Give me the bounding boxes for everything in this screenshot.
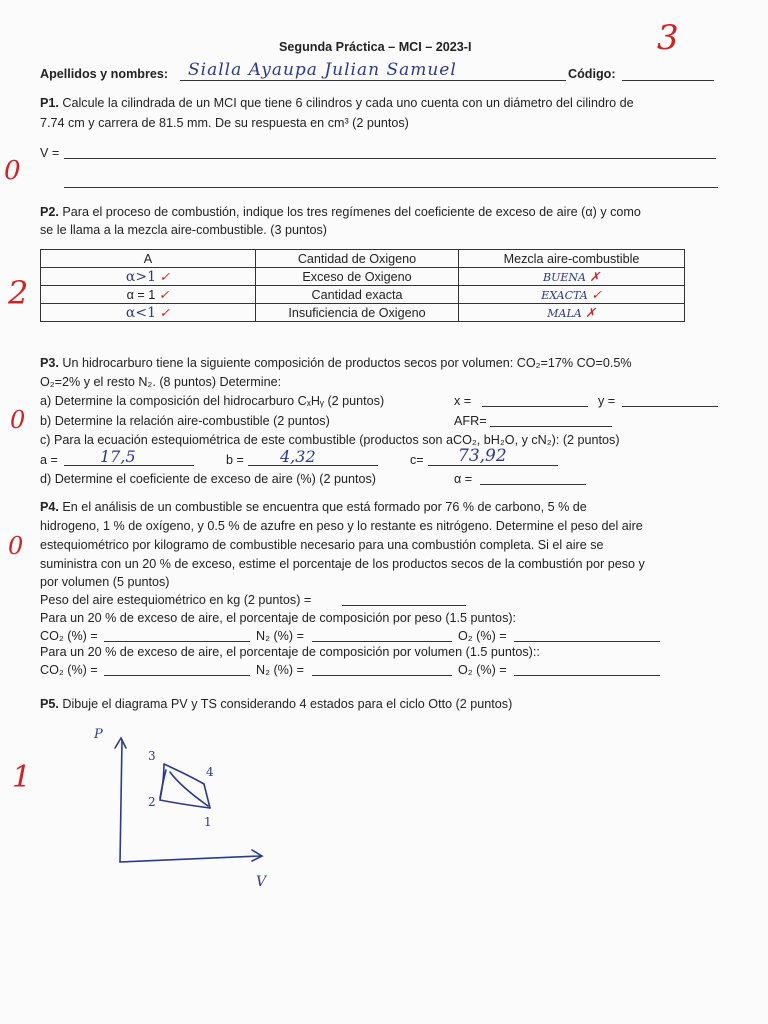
p3-c: c) Para la ecuación estequiométrica de este combustible (productos son aCO₂, bH₂O, y cN₂): (2 puntos) (40, 433, 620, 447)
table-cell: BUENA ✗ (459, 268, 685, 286)
axis-p-label: P (94, 727, 103, 742)
p1-line2: 7.74 cm y carrera de 81.5 mm. De su respuesta en cm³ (2 puntos) (40, 116, 409, 130)
p4-peso-line (342, 605, 466, 606)
p3-score: 0 (10, 406, 26, 434)
p3-line1: P3. Un hidrocarburo tiene la siguiente composición de productos secos por volumen: CO₂=17% CO=0.5% (40, 356, 632, 370)
p3-alpha-label: α = (454, 472, 473, 486)
table-header: Cantidad de Oxigeno (256, 250, 459, 268)
p1-line1: P1. Calcule la cilindrada de un MCI que tiene 6 cilindros y cada uno cuenta con un diámetro del cilindro de (40, 96, 634, 110)
p4-n2-weight-line (312, 641, 452, 642)
page-title: Segunda Práctica – MCI – 2023-I (279, 40, 472, 54)
p1-v-label: V = (40, 146, 60, 160)
p3-afr-line (490, 426, 612, 427)
p3-c-label: c= (410, 453, 424, 467)
grade-mark: 3 (657, 18, 679, 58)
p3-alpha-line (480, 484, 586, 485)
cycle-inner-4-1 (170, 772, 208, 806)
p3-x-line (482, 406, 588, 407)
p4-peso: Peso del aire estequiométrico en kg (2 puntos) = (40, 593, 312, 607)
table-header: A (41, 250, 256, 268)
axis-v-label: V (256, 874, 267, 890)
state-2-label: 2 (148, 795, 156, 809)
p4-score: 0 (8, 532, 24, 560)
p2-score: 2 (8, 274, 29, 312)
p3-afr-label: AFR= (454, 414, 487, 428)
p4-o2-vol-line (514, 675, 660, 676)
cycle-line-3-4 (164, 764, 204, 784)
p4-line1: P4. En el análisis de un combustible se encuentra que está formado por 76 % de carbono, 5 % de (40, 500, 587, 514)
p3-d: d) Determine el coeficiente de exceso de aire (%) (2 puntos) (40, 472, 376, 486)
p3-b: b) Determine la relación aire-combustible (2 puntos) (40, 414, 330, 428)
p4-line4: suministra con un 20 % de exceso, estime el porcentaje de los productos secos de la combustión por peso y (40, 557, 645, 571)
p2-table (40, 249, 685, 322)
p4-o2-weight-line (514, 641, 660, 642)
p4-peso-pct: Para un 20 % de exceso de aire, el porcentaje de composición por peso (1.5 puntos): (40, 611, 517, 625)
p3-a-label: a = (40, 453, 58, 467)
table-row (41, 268, 685, 286)
state-1-label: 1 (204, 815, 212, 829)
table-cell: α>1 ✓ (41, 268, 256, 286)
p3-b-label: b = (226, 453, 244, 467)
p4-o2-weight-label: O₂ (%) = (458, 629, 507, 643)
p4-o2-vol-label: O₂ (%) = (458, 663, 507, 677)
p-axis (120, 740, 122, 862)
p3-x-label: x = (454, 394, 472, 408)
code-line (622, 80, 714, 81)
table-cell: EXACTA ✓ (459, 286, 685, 304)
p3-a-value: 17,5 (100, 447, 136, 466)
p4-line3: estequiométrico por kilogramo de combustible necesario para una combustión completa. Si el aire se (40, 538, 604, 552)
state-4-label: 4 (206, 765, 214, 779)
table-header: Mezcla aire-combustible (459, 250, 685, 268)
table-row (41, 304, 685, 322)
p4-n2-weight-label: N₂ (%) = (256, 629, 304, 643)
p4-co2-weight-label: CO₂ (%) = (40, 629, 98, 643)
p4-n2-vol-line (312, 675, 452, 676)
name-line (180, 80, 566, 81)
table-header-row (41, 250, 685, 268)
p4-line5: por volumen (5 puntos) (40, 575, 170, 589)
p3-y-label: y = (598, 394, 616, 408)
p4-co2-weight-line (104, 641, 250, 642)
table-row (41, 286, 685, 304)
p5-score: 1 (12, 760, 32, 795)
p4-vol-pct: Para un 20 % de exceso de aire, el porcentaje de composición por volumen (1.5 puntos):: (40, 645, 540, 659)
table-cell: α = 1 ✓ (41, 286, 256, 304)
p1-score: 0 (4, 156, 21, 186)
name-label: Apellidos y nombres: (40, 67, 169, 81)
p2-line2: se le llama a la mezcla aire-combustible. (3 puntos) (40, 223, 327, 237)
pv-diagram (80, 720, 300, 900)
p3-b-value: 4,32 (280, 447, 316, 466)
v-axis (120, 856, 260, 862)
p2-line1: P2. Para el proceso de combustión, indique los tres regímenes del coeficiente de exceso de aire (α) y como (40, 205, 641, 219)
p4-co2-vol-line (104, 675, 250, 676)
p4-n2-vol-label: N₂ (%) = (256, 663, 304, 677)
p4-line2: hidrogeno, 1 % de oxígeno, y 0.5 % de azufre en peso y lo restante es nitrógeno. Determine el peso del aire (40, 519, 643, 533)
state-3-label: 3 (148, 749, 156, 763)
p-axis-arrow (115, 738, 126, 748)
p3-line2: O₂=2% y el resto N₂. (8 puntos) Determine: (40, 375, 282, 389)
table-cell: α<1 ✓ (41, 304, 256, 322)
code-label: Código: (568, 67, 616, 81)
table-cell: Insuficiencia de Oxigeno (256, 304, 459, 322)
name-value: Sialla Ayaupa Julian Samuel (188, 60, 457, 80)
p3-y-line (622, 406, 718, 407)
p3-a: a) Determine la composición del hidrocarburo CₓHᵧ (2 puntos) (40, 394, 385, 408)
table-cell: Exceso de Oxigeno (256, 268, 459, 286)
p1-answer-line-2 (64, 187, 718, 188)
table-cell: Cantidad exacta (256, 286, 459, 304)
p4-co2-vol-label: CO₂ (%) = (40, 663, 98, 677)
p3-c-value: 73,92 (458, 446, 507, 466)
table-cell: MALA ✗ (459, 304, 685, 322)
p1-answer-line-1 (64, 158, 716, 159)
p5-text: P5. Dibuje el diagrama PV y TS considerando 4 estados para el ciclo Otto (2 puntos) (40, 697, 513, 711)
